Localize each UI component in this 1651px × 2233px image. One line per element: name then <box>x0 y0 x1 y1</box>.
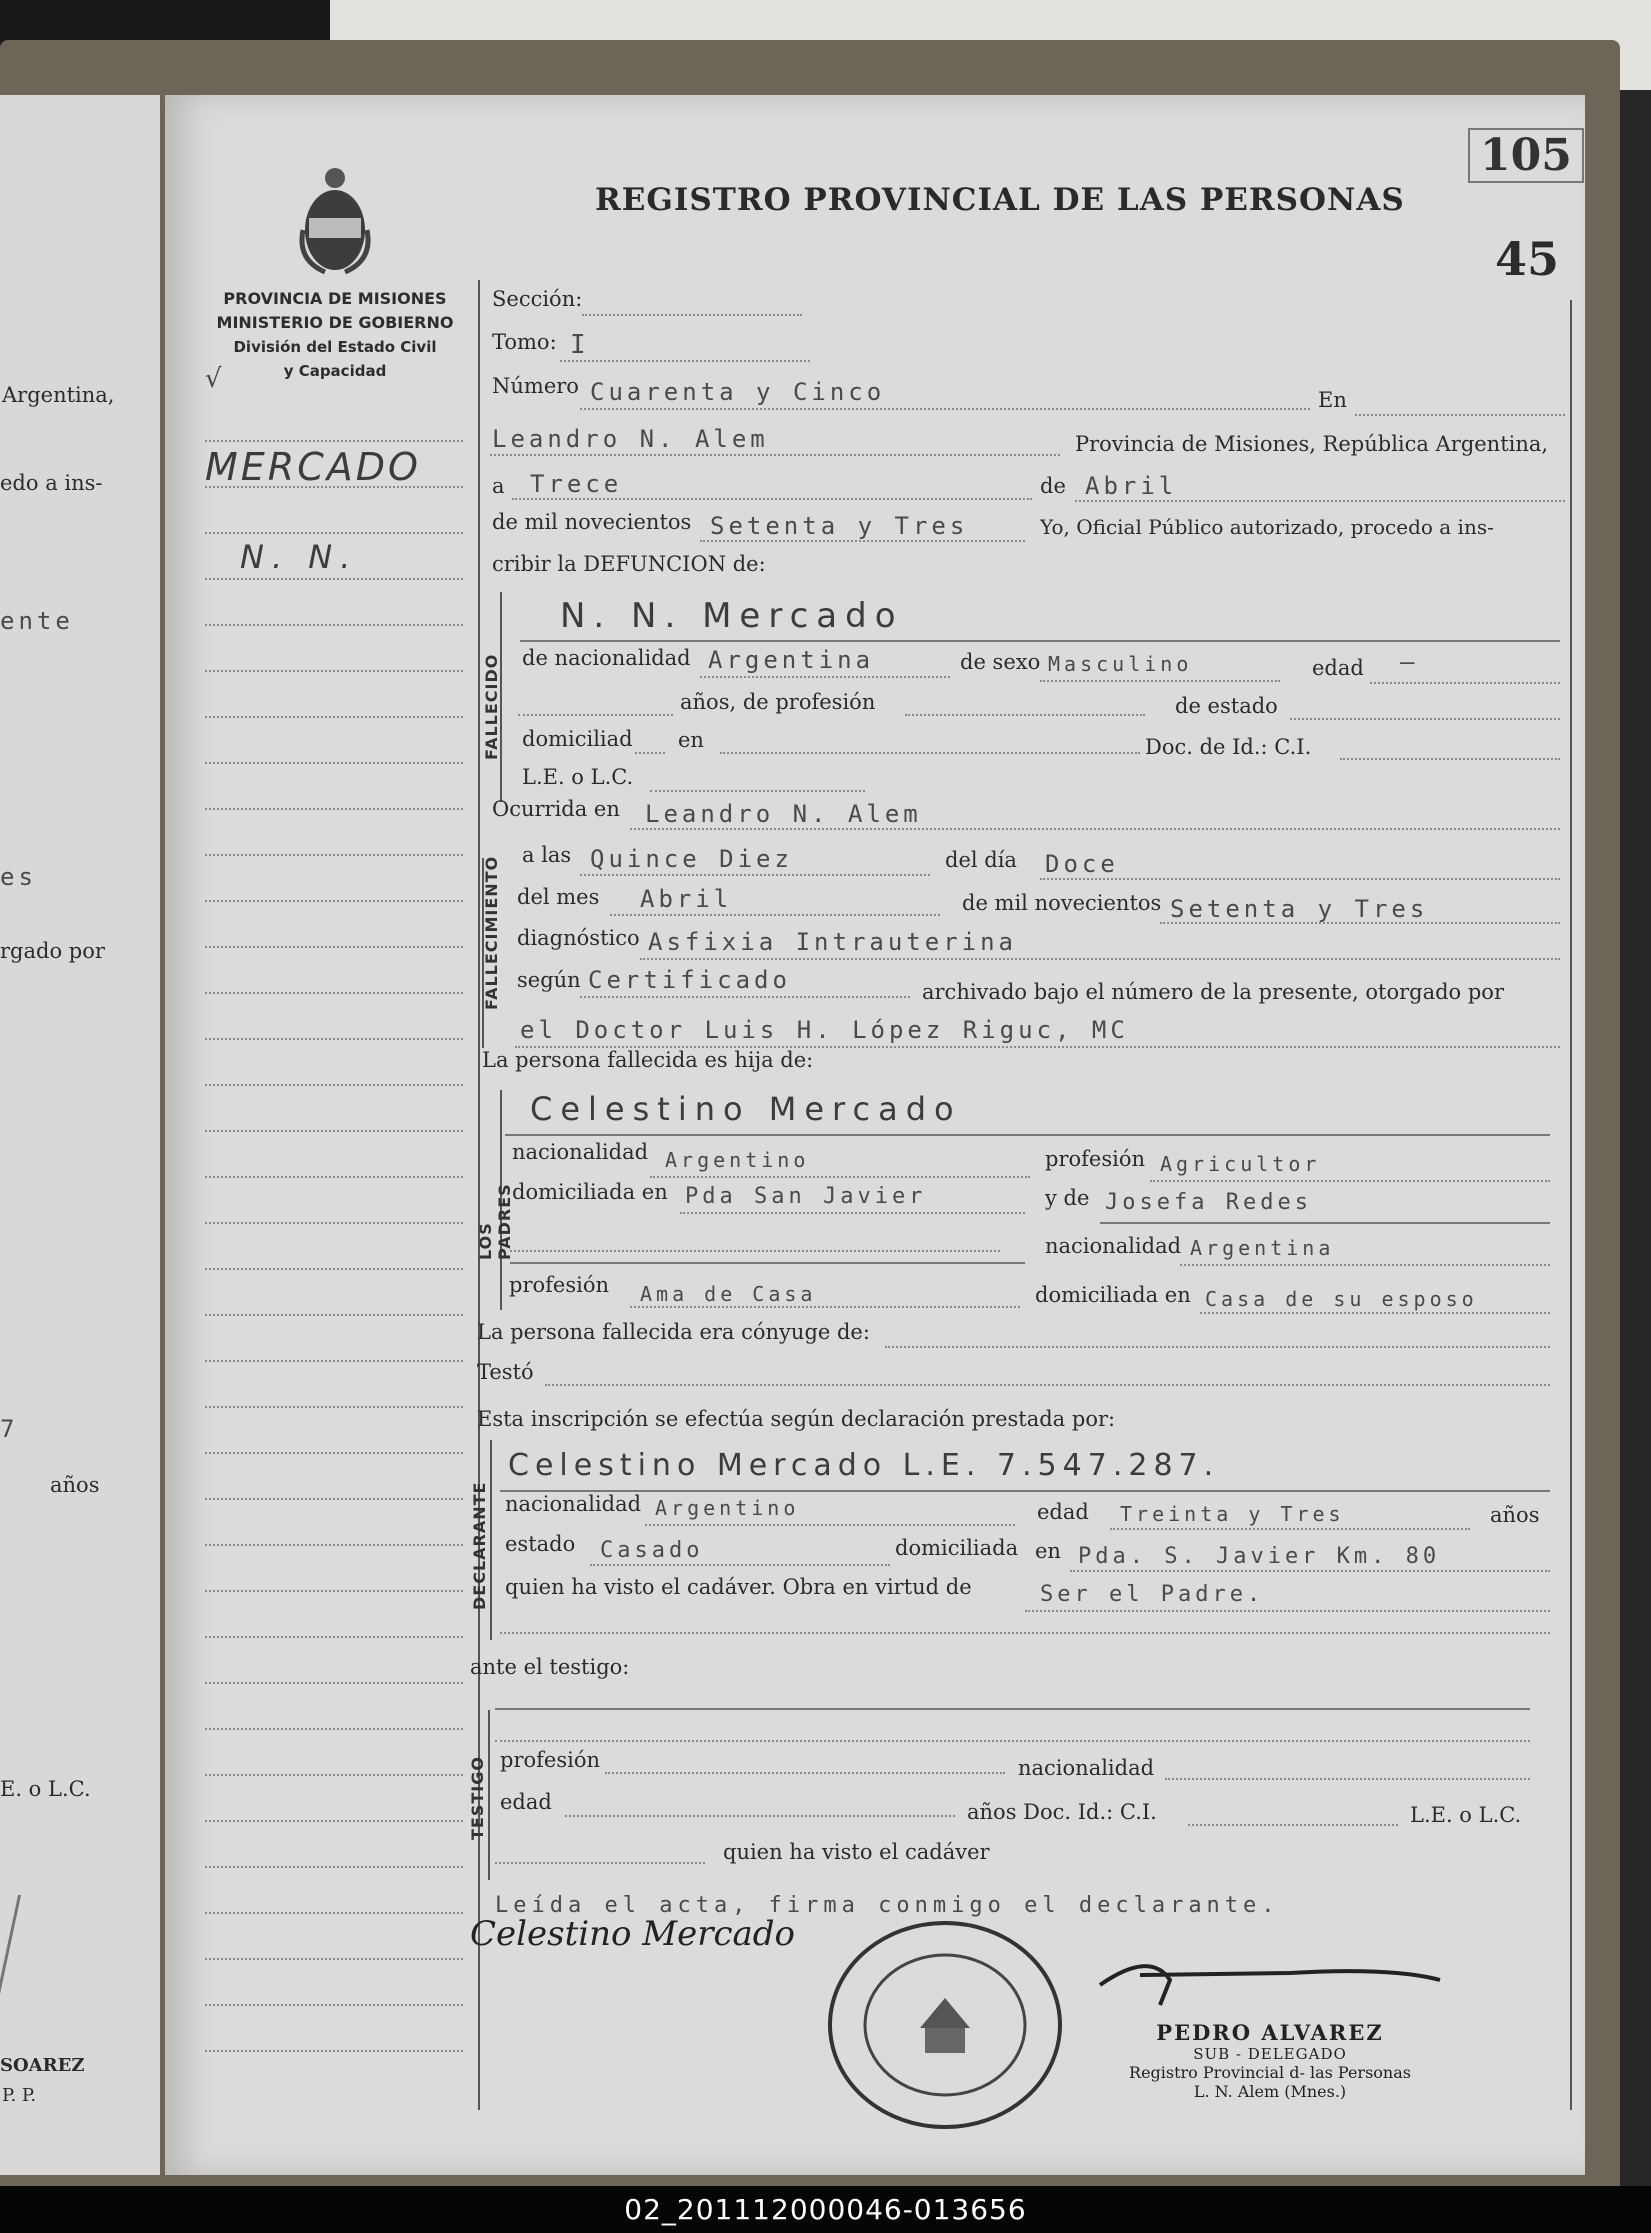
value-anio-f: Setenta y Tres <box>1170 895 1429 923</box>
field-line <box>580 874 930 876</box>
label-le: L.E. o L.C. <box>522 765 634 789</box>
value-anio: Setenta y Tres <box>710 512 969 540</box>
ministry-line: y Capacidad <box>283 362 387 380</box>
field-line <box>495 1708 1530 1710</box>
label-nac-decl: nacionalidad <box>505 1492 642 1516</box>
value-padre: Celestino Mercado <box>530 1090 962 1128</box>
field-line <box>565 1815 955 1817</box>
field-line <box>1040 878 1560 880</box>
label-deldia: del día <box>945 848 1017 872</box>
section-divider <box>490 1440 492 1640</box>
field-line <box>505 1134 1550 1136</box>
field-line <box>650 1176 1030 1178</box>
label-visto-testigo: quien ha visto el cadáver <box>723 1840 990 1864</box>
value-dom-decl: Pda. S. Javier Km. 80 <box>1078 1544 1441 1569</box>
left-fragment: es <box>0 863 37 891</box>
officer-title: SUB - DELEGADO <box>1193 2045 1347 2063</box>
check-mark: √ <box>205 364 222 394</box>
field-line <box>1355 414 1565 416</box>
label-dom-padre: domiciliada en <box>512 1180 668 1204</box>
label-diagnostico: diagnóstico <box>517 926 640 950</box>
field-line <box>1110 1528 1470 1530</box>
field-line <box>1340 758 1560 760</box>
label-anos-testigo: años Doc. Id.: C.I. <box>967 1800 1157 1824</box>
margin-name: N. N. <box>240 538 359 576</box>
label-prof-padre: profesión <box>1045 1147 1145 1171</box>
image-id-bar: 02_201112000046-013656 <box>0 2186 1651 2233</box>
declarant-signature: Celestino Mercado <box>470 1914 796 1954</box>
field-line <box>500 1490 1550 1492</box>
frame-line <box>1570 300 1572 2110</box>
officer-block <box>1100 2020 1440 2101</box>
ministry-line: División del Estado Civil <box>233 338 437 356</box>
field-line <box>630 828 1560 830</box>
value-diagnostico: Asfixia Intrauterina <box>648 928 1017 956</box>
field-line <box>635 752 665 754</box>
field-line <box>560 360 810 362</box>
label-provincia: Provincia de Misiones, República Argentina, <box>1075 432 1549 456</box>
field-line <box>605 1772 1005 1774</box>
field-line <box>1070 1570 1550 1572</box>
field-line <box>545 1384 1550 1386</box>
label-en2: en <box>678 728 704 752</box>
label-cribir: cribir la DEFUNCION de: <box>492 552 766 576</box>
field-line <box>490 454 1060 456</box>
value-dom-padre: Pda San Javier <box>685 1184 927 1209</box>
ministry-header <box>200 287 470 383</box>
value-hora: Quince Diez <box>590 845 793 873</box>
label-alas: a las <box>522 843 572 867</box>
field-line <box>1188 1824 1398 1826</box>
label-oficial: Yo, Oficial Público autorizado, procedo a ins- <box>1040 515 1494 539</box>
field-line <box>518 714 673 716</box>
field-line <box>510 1262 1025 1264</box>
value-medico: el Doctor Luis H. López Riguc, MC <box>520 1016 1129 1044</box>
left-fragment: ente <box>0 607 74 635</box>
left-fragment: P. P. <box>2 2085 37 2106</box>
value-edad: — <box>1400 648 1419 676</box>
field-line <box>1160 922 1560 924</box>
label-nac-padre: nacionalidad <box>512 1140 649 1164</box>
label-en: En <box>1318 388 1347 412</box>
label-edad-decl: edad <box>1037 1500 1089 1524</box>
field-line <box>630 1306 1020 1308</box>
left-fragment: 7 <box>0 1415 19 1443</box>
value-declarante: Celestino Mercado L.E. 7.547.287. <box>508 1448 1220 1483</box>
label-le-testigo: L.E. o L.C. <box>1410 1803 1522 1827</box>
value-dia-f: Doce <box>1045 850 1119 878</box>
field-line <box>720 752 1140 754</box>
field-line <box>510 1250 1000 1252</box>
field-line <box>495 1740 1530 1742</box>
label-sexo: de sexo <box>960 650 1041 674</box>
label-nac-testigo: nacionalidad <box>1018 1756 1155 1780</box>
left-fragment: edo a ins- <box>0 471 103 495</box>
left-fragment: SOAREZ <box>0 2055 85 2076</box>
officer-name: PEDRO ALVAREZ <box>1156 2020 1384 2045</box>
label-visto: quien ha visto el cadáver. Obra en virtud de <box>505 1575 972 1599</box>
field-line <box>500 1632 1550 1634</box>
side-label-testigo: TESTIGO <box>468 1756 487 1840</box>
field-line <box>1200 1312 1550 1314</box>
value-madre: Josefa Redes <box>1105 1190 1312 1215</box>
label-domiciliada-decl: domiciliada <box>895 1536 1019 1560</box>
label-testigo: ante el testigo: <box>470 1655 630 1679</box>
field-line <box>1180 1264 1550 1266</box>
page-title: REGISTRO PROVINCIAL DE LAS PERSONAS <box>595 182 1405 218</box>
folio-number: 105 <box>1468 128 1584 183</box>
value-lugar: Leandro N. Alem <box>492 425 769 453</box>
field-line <box>645 1524 1015 1526</box>
value-nac-madre: Argentina <box>1190 1236 1335 1260</box>
field-line <box>1075 500 1565 502</box>
left-page <box>0 95 160 2175</box>
field-line <box>680 1212 1025 1214</box>
label-anos-prof: años, de profesión <box>680 690 876 714</box>
value-nombre: N. N. Mercado <box>560 596 904 636</box>
value-dia: Trece <box>530 470 623 498</box>
label-mil: de mil novecientos <box>492 510 692 534</box>
value-dom-madre: Casa de su esposo <box>1205 1287 1478 1311</box>
value-prof-madre: Ama de Casa <box>640 1282 817 1306</box>
value-nac-padre: Argentino <box>665 1148 810 1172</box>
field-line <box>885 1346 1550 1348</box>
coat-of-arms-icon <box>295 160 375 275</box>
margin-surname: MERCADO <box>205 445 421 489</box>
label-de: de <box>1040 474 1066 498</box>
value-mes: Abril <box>1085 472 1178 500</box>
label-edad-testigo: edad <box>500 1790 552 1814</box>
field-line <box>520 640 1560 642</box>
label-en-decl: en <box>1035 1539 1061 1563</box>
field-line <box>580 408 1310 410</box>
field-line <box>1165 1778 1530 1780</box>
label-conyuge: La persona fallecida era cónyuge de: <box>477 1320 870 1344</box>
field-line <box>582 314 802 316</box>
value-segun: Certificado <box>588 966 791 994</box>
section-divider <box>488 1710 490 1880</box>
signature-scribble <box>0 1895 121 2065</box>
value-mes-f: Abril <box>640 885 733 913</box>
label-nac-madre: nacionalidad <box>1045 1234 1182 1258</box>
ministry-line: MINISTERIO DE GOBIERNO <box>216 313 454 332</box>
label-inscripcion: Esta inscripción se efectúa según declaración prestada por: <box>477 1407 1116 1431</box>
field-line <box>495 1862 705 1864</box>
side-label-padres: LOS PADRES <box>476 1183 514 1260</box>
field-line <box>640 958 1560 960</box>
label-prof-testigo: profesión <box>500 1748 600 1772</box>
value-edad-decl: Treinta y Tres <box>1120 1502 1345 1526</box>
value-nacionalidad: Argentina <box>708 646 875 674</box>
label-estado-decl: estado <box>505 1532 576 1556</box>
field-line <box>580 996 910 998</box>
field-line <box>650 790 865 792</box>
label-doc: Doc. de Id.: C.I. <box>1145 735 1312 759</box>
left-fragment: años <box>50 1473 100 1497</box>
label-testo: Testó <box>477 1360 534 1384</box>
field-line <box>1290 718 1560 720</box>
official-seal-icon <box>825 1918 1065 2133</box>
field-line <box>1025 1610 1550 1612</box>
label-domiciliad: domiciliad <box>522 727 633 751</box>
field-line <box>700 540 1025 542</box>
officer-place: L. N. Alem (Mnes.) <box>1193 2082 1347 2101</box>
value-tomo: I <box>570 330 590 360</box>
field-line <box>700 676 950 678</box>
field-line <box>590 1564 890 1566</box>
value-prof-padre: Agricultor <box>1160 1152 1321 1176</box>
officer-signature-icon <box>1090 1945 1450 2015</box>
field-line <box>905 714 1145 716</box>
label-prof-madre: profesión <box>509 1273 609 1297</box>
label-ocurrida: Ocurrida en <box>492 797 620 821</box>
field-line <box>512 498 1032 500</box>
label-delmes: del mes <box>517 885 600 909</box>
label-a: a <box>492 474 505 498</box>
value-leida: Leída el acta, firma conmigo el declarante. <box>495 1893 1280 1918</box>
value-estado-decl: Casado <box>600 1538 704 1563</box>
label-estado: de estado <box>1175 694 1278 718</box>
side-label-fallecido: FALLECIDO <box>482 653 501 760</box>
margin-lines <box>205 440 463 2052</box>
label-anos-decl: años <box>1490 1503 1540 1527</box>
value-nac-decl: Argentino <box>655 1496 800 1520</box>
side-label-declarante: DECLARANTE <box>470 1481 489 1610</box>
label-tomo: Tomo: <box>492 330 557 354</box>
label-segun: según <box>517 968 581 992</box>
left-fragment: rgado por <box>0 939 105 963</box>
field-line <box>610 914 940 916</box>
label-hija: La persona fallecida es hija de: <box>482 1048 814 1072</box>
label-seccion: Sección: <box>492 287 583 311</box>
acta-number: 45 <box>1495 232 1560 286</box>
value-virtud: Ser el Padre. <box>1040 1582 1265 1607</box>
field-line <box>1370 682 1560 684</box>
value-ocurrida: Leandro N. Alem <box>645 800 922 828</box>
label-edad: edad <box>1312 656 1364 680</box>
value-sexo: Masculino <box>1048 652 1193 676</box>
label-archivado: archivado bajo el número de la presente, otorgado por <box>922 980 1504 1004</box>
value-numero: Cuarenta y Cinco <box>590 378 886 406</box>
label-numero: Número <box>492 374 579 398</box>
left-fragment: E. o L.C. <box>0 1777 91 1801</box>
ministry-line: PROVINCIA DE MISIONES <box>223 289 447 308</box>
left-fragment: Argentina, <box>2 383 115 407</box>
label-dom-madre: domiciliada en <box>1035 1283 1191 1307</box>
label-yde: y de <box>1045 1186 1090 1210</box>
label-nacionalidad: de nacionalidad <box>522 646 691 670</box>
field-line <box>1040 680 1280 682</box>
officer-office: Registro Provincial d- las Personas <box>1129 2063 1411 2082</box>
label-demil: de mil novecientos <box>962 891 1162 915</box>
field-line <box>1150 1180 1550 1182</box>
field-line <box>1100 1222 1550 1224</box>
side-label-fallecimiento: FALLECIMIENTO <box>482 855 501 1010</box>
